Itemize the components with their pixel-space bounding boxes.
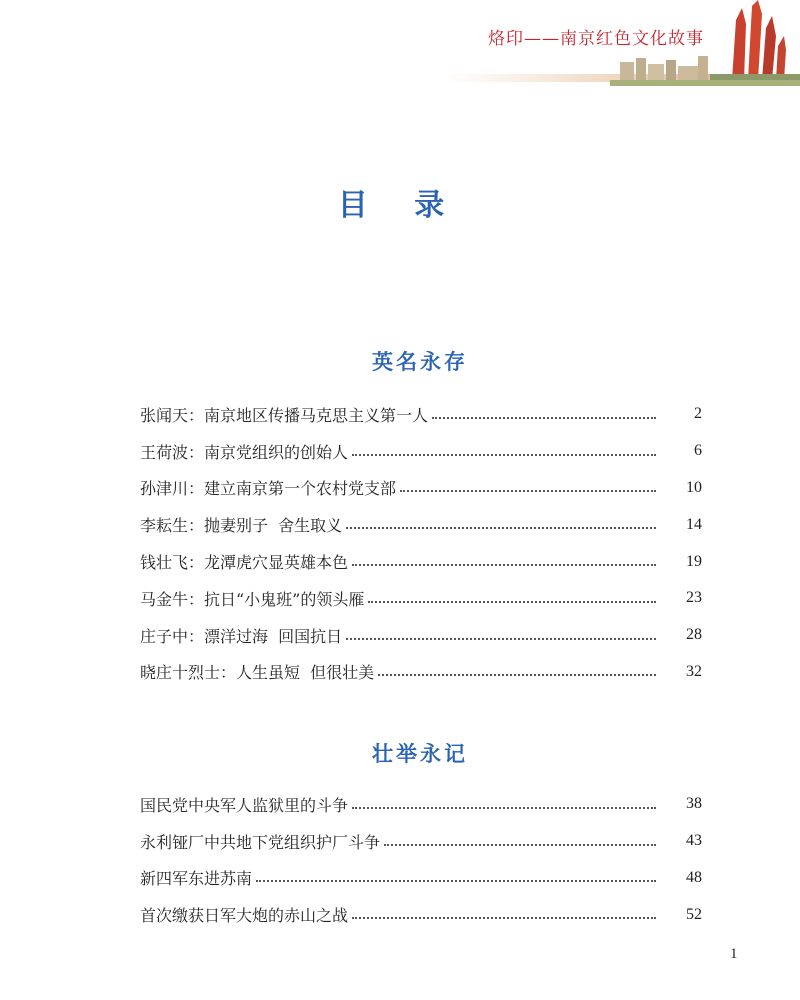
toc-entry-title: 晓庄十烈士：人生虽短 但很壮美 — [140, 663, 375, 683]
page-title: 目 录 — [337, 188, 463, 223]
toc-entry-title: 国民党中央军人监狱里的斗争 — [140, 795, 349, 815]
toc-entry[interactable] — [140, 654, 702, 691]
toc-entry[interactable] — [140, 896, 702, 933]
toc-entry[interactable] — [140, 580, 702, 617]
toc-entry[interactable] — [140, 617, 702, 654]
dot-leader — [346, 526, 656, 529]
page-number: 1 — [730, 946, 738, 962]
toc-entry-page: 23 — [686, 589, 702, 607]
toc-entry-page: 19 — [686, 552, 702, 570]
dot-leader — [368, 600, 656, 603]
dot-leader — [400, 489, 656, 492]
toc-entry[interactable] — [140, 823, 702, 860]
toc-entry-page: 52 — [686, 905, 702, 923]
toc-entry[interactable] — [140, 543, 702, 580]
running-header — [0, 0, 800, 95]
toc-entry[interactable] — [140, 860, 702, 897]
toc-entry-title: 钱壮飞：龙潭虎穴显英雄本色 — [140, 553, 349, 573]
toc-entry-title: 新四军东进苏南 — [140, 869, 253, 889]
toc-entry-title: 张闻天：南京地区传播马克思主义第一人 — [140, 405, 429, 425]
toc-entry[interactable] — [140, 506, 702, 543]
running-header-title: 烙印——南京红色文化故事 — [488, 29, 704, 49]
dot-leader — [352, 916, 656, 919]
dot-leader — [432, 416, 656, 419]
toc-entry-page: 10 — [686, 478, 702, 496]
toc-entry-title: 马金牛：抗日“小鬼班”的领头雁 — [140, 589, 365, 609]
toc-entry[interactable] — [140, 433, 702, 470]
dot-leader — [256, 879, 656, 882]
toc-section-deeds — [140, 786, 702, 933]
toc-entry-title: 李耘生：抛妻别子 舍生取义 — [140, 516, 343, 536]
toc-section-heroes — [140, 396, 702, 690]
toc-entry-title: 孙津川：建立南京第一个农村党支部 — [140, 479, 397, 499]
toc-entry-page: 32 — [686, 662, 702, 680]
dot-leader — [352, 563, 656, 566]
dot-leader — [352, 453, 656, 456]
section-title-heroes: 英名永存 — [372, 349, 468, 374]
toc-entry-page: 38 — [686, 795, 702, 813]
toc-entry-page: 2 — [694, 405, 702, 423]
toc-entry-page: 6 — [694, 442, 702, 460]
toc-entry-title: 王荷波：南京党组织的创始人 — [140, 442, 349, 462]
dot-leader — [346, 637, 656, 640]
dot-leader — [378, 673, 656, 676]
city-skyline-monument-icon — [610, 0, 800, 92]
toc-entry[interactable] — [140, 786, 702, 823]
toc-entry-title: 首次缴获日军大炮的赤山之战 — [140, 906, 349, 926]
toc-entry[interactable] — [140, 396, 702, 433]
toc-entry-page: 28 — [686, 626, 702, 644]
toc-entry-title: 庄子中：漂洋过海 回国抗日 — [140, 626, 343, 646]
dot-leader — [384, 843, 656, 846]
toc-entry-page: 43 — [686, 832, 702, 850]
section-title-deeds: 壮举永记 — [372, 741, 468, 766]
toc-entry-title: 永利铔厂中共地下党组织护厂斗争 — [140, 832, 381, 852]
dot-leader — [352, 806, 656, 809]
toc-entry[interactable] — [140, 470, 702, 507]
toc-entry-page: 48 — [686, 868, 702, 886]
toc-entry-page: 14 — [686, 515, 702, 533]
